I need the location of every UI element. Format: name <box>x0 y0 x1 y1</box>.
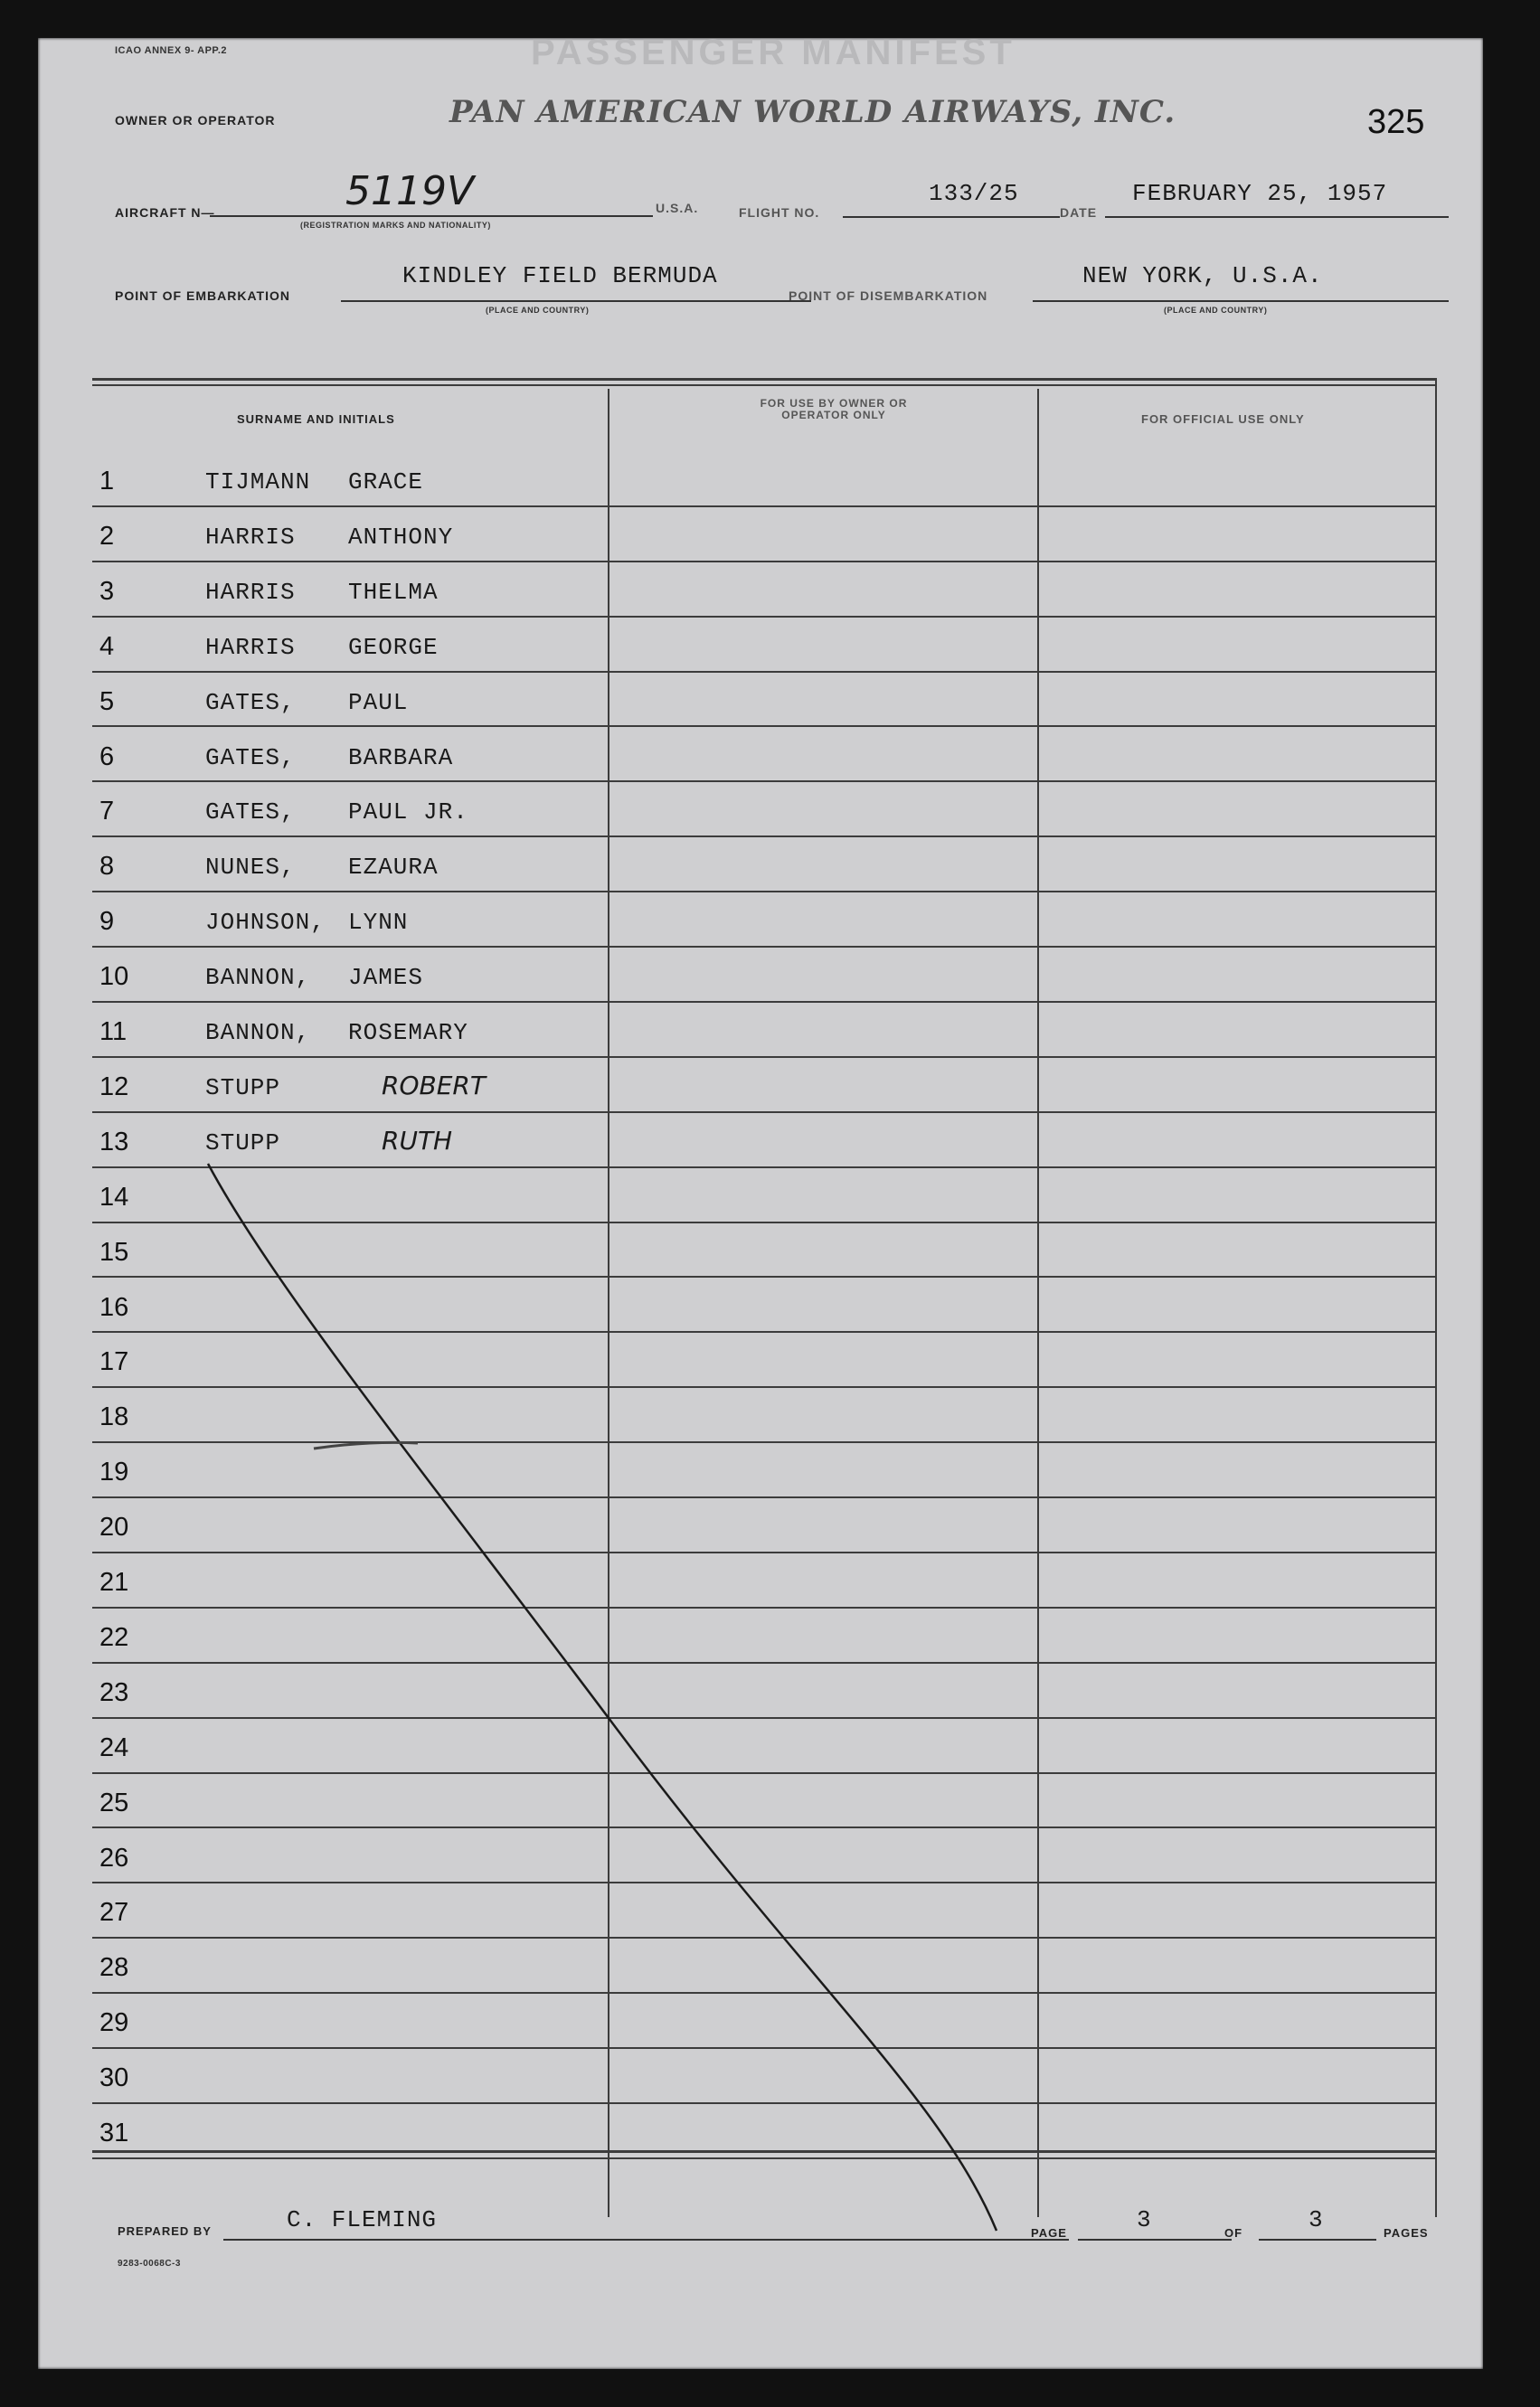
row-number: 3 <box>99 576 115 606</box>
of-value: 3 <box>1309 2206 1324 2233</box>
row-number: 28 <box>99 1953 129 1983</box>
flight-value: 133/25 <box>929 180 1019 207</box>
passenger-surname: BANNON, <box>205 964 311 992</box>
row-number: 12 <box>99 1071 129 1101</box>
embarkation-label: POINT OF EMBARKATION <box>115 288 290 303</box>
disembarkation-label: POINT OF DISEMBARKATION <box>789 288 988 303</box>
passenger-given-name: GEORGE <box>348 633 439 661</box>
row-number: 23 <box>99 1677 129 1707</box>
of-label: OF <box>1224 2226 1243 2240</box>
pages-label: PAGES <box>1384 2226 1429 2240</box>
row-number: 14 <box>99 1182 129 1212</box>
page-value: 3 <box>1137 2206 1152 2233</box>
passenger-surname: GATES, <box>205 798 296 826</box>
manifest-sheet <box>38 33 1483 2369</box>
passenger-surname: NUNES, <box>205 854 296 882</box>
passenger-given-name: PAUL JR. <box>348 798 468 826</box>
row-number: 8 <box>99 852 115 882</box>
prepared-by-value: C. FLEMING <box>287 2206 438 2233</box>
row-number: 30 <box>99 2063 129 2093</box>
row-number: 6 <box>99 741 115 771</box>
page-label: PAGE <box>1031 2226 1067 2240</box>
row-number: 13 <box>99 1127 129 1156</box>
row-number: 18 <box>99 1402 129 1432</box>
row-number: 15 <box>99 1237 129 1267</box>
passenger-surname: HARRIS <box>205 578 296 606</box>
row-number: 20 <box>99 1513 129 1543</box>
row-number: 19 <box>99 1458 129 1487</box>
disembarkation-value: NEW YORK, U.S.A. <box>1082 262 1323 289</box>
row-number: 2 <box>99 521 115 551</box>
row-number: 29 <box>99 2008 129 2038</box>
form-number: 9283-0068C-3 <box>118 2259 181 2269</box>
page-number-stamp: 325 <box>1367 103 1425 141</box>
row-number: 7 <box>99 797 115 826</box>
passenger-given-name: PAUL <box>348 688 409 716</box>
form-title: PASSENGER MANIFEST <box>531 33 1016 72</box>
prepared-by-label: PREPARED BY <box>118 2224 212 2238</box>
embarkation-value: KINDLEY FIELD BERMUDA <box>402 262 718 289</box>
row-number: 9 <box>99 907 115 937</box>
passenger-given-name: THELMA <box>348 578 439 606</box>
row-number: 25 <box>99 1788 129 1817</box>
passenger-given-name: EZAURA <box>348 854 439 882</box>
row-number: 1 <box>99 467 115 496</box>
owner-value: PAN AMERICAN WORLD AIRWAYS, INC. <box>449 94 1176 130</box>
row-number: 10 <box>99 962 129 992</box>
passenger-given-name: ROSEMARY <box>348 1019 468 1046</box>
passenger-given-name: RUTH <box>382 1125 453 1156</box>
row-number: 24 <box>99 1732 129 1762</box>
cancel-strike-line <box>38 38 1483 2369</box>
passenger-surname: TIJMANN <box>205 468 311 496</box>
passenger-surname: STUPP <box>205 1128 281 1156</box>
passenger-surname: BANNON, <box>205 1019 311 1046</box>
of-field <box>1259 2206 1376 2241</box>
passenger-surname: JOHNSON, <box>205 909 326 937</box>
passenger-given-name: JAMES <box>348 964 424 992</box>
passenger-given-name: ROBERT <box>382 1070 486 1100</box>
owner-label: OWNER OR OPERATOR <box>115 113 276 127</box>
passenger-surname: HARRIS <box>205 633 296 661</box>
date-label: DATE <box>1060 205 1098 220</box>
row-number: 4 <box>99 631 115 661</box>
passenger-given-name: BARBARA <box>348 743 454 771</box>
row-number: 31 <box>99 2119 129 2147</box>
passenger-surname: STUPP <box>205 1073 281 1101</box>
disembarkation-caption: (PLACE AND COUNTRY) <box>1164 306 1268 315</box>
aircraft-value: 5119V <box>345 168 475 214</box>
aircraft-label: AIRCRAFT N— <box>115 205 215 220</box>
row-number: 22 <box>99 1622 129 1652</box>
row-number: 27 <box>99 1898 129 1928</box>
row-number: 21 <box>99 1568 129 1597</box>
row-number: 11 <box>99 1017 128 1046</box>
passenger-given-name: LYNN <box>348 909 409 937</box>
col-header-operator: FOR USE BY OWNER OR OPERATOR ONLY <box>760 397 908 421</box>
passenger-given-name: GRACE <box>348 468 424 496</box>
row-number: 26 <box>99 1843 129 1873</box>
registration-caption: (REGISTRATION MARKS AND NATIONALITY) <box>300 221 491 230</box>
row-number: 17 <box>99 1347 129 1377</box>
col-header-official: FOR OFFICIAL USE ONLY <box>1141 412 1305 426</box>
page-field <box>1078 2206 1232 2241</box>
flight-label: FLIGHT NO. <box>739 205 820 220</box>
embarkation-caption: (PLACE AND COUNTRY) <box>486 306 590 315</box>
passenger-surname: GATES, <box>205 688 296 716</box>
date-value: FEBRUARY 25, 1957 <box>1132 180 1388 207</box>
row-number: 5 <box>99 686 115 716</box>
prepared-by-field <box>223 2206 1069 2241</box>
col-header-surname: SURNAME AND INITIALS <box>237 412 395 426</box>
passenger-surname: GATES, <box>205 743 296 771</box>
row-number: 16 <box>99 1292 129 1322</box>
passenger-given-name: ANTHONY <box>348 523 454 551</box>
annex-label: ICAO ANNEX 9- APP.2 <box>115 45 228 56</box>
nationality-label: U.S.A. <box>656 201 699 215</box>
passenger-surname: HARRIS <box>205 523 296 551</box>
